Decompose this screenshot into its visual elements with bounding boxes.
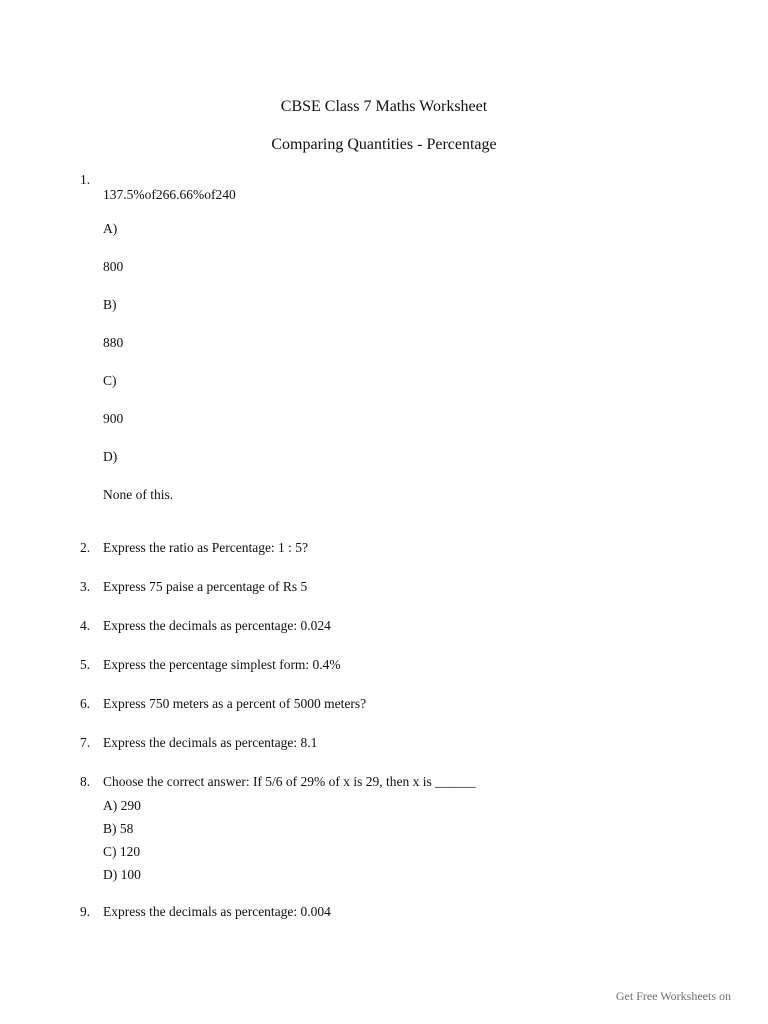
- question-1-option-d-label: D): [103, 449, 118, 464]
- question-1-option-c-value: 900: [103, 411, 124, 426]
- worksheet-subtitle: Comparing Quantities - Percentage: [271, 136, 497, 153]
- question-5-number: 5.: [80, 657, 91, 672]
- question-1-option-a-label: A): [103, 221, 118, 236]
- question-1-option-b-label: B): [103, 297, 117, 312]
- question-8-option-d: D) 100: [103, 867, 141, 882]
- question-8-option-a: A) 290: [103, 798, 141, 813]
- question-2-text: Express the ratio as Percentage: 1 : 5?: [103, 540, 309, 555]
- question-2-number: 2.: [80, 540, 91, 555]
- question-3-number: 3.: [80, 579, 91, 594]
- question-4-number: 4.: [80, 618, 91, 633]
- question-8-option-c: C) 120: [103, 844, 141, 859]
- question-8-option-b: B) 58: [103, 821, 134, 836]
- question-6-number: 6.: [80, 696, 91, 711]
- question-9-number: 9.: [80, 904, 91, 919]
- footer-text: Get Free Worksheets on: [615, 989, 731, 1003]
- question-1-number: 1.: [80, 172, 91, 187]
- worksheet-title: CBSE Class 7 Maths Worksheet: [280, 98, 488, 115]
- question-5-text: Express the percentage simplest form: 0.4%: [103, 657, 341, 672]
- question-3-text: Express 75 paise a percentage of Rs 5: [103, 579, 308, 594]
- question-7-text: Express the decimals as percentage: 8.1: [103, 735, 318, 750]
- question-1-option-a-value: 800: [103, 259, 124, 274]
- question-8-number: 8.: [80, 774, 91, 789]
- question-1-option-b-value: 880: [103, 335, 124, 350]
- question-1-expression: 137.5%of266.66%of240: [103, 187, 236, 202]
- question-1-option-c-label: C): [103, 373, 117, 388]
- question-7-number: 7.: [80, 735, 91, 750]
- question-4-text: Express the decimals as percentage: 0.024: [103, 618, 331, 633]
- question-9-text: Express the decimals as percentage: 0.004: [103, 904, 331, 919]
- question-1-option-d-value: None of this.: [103, 487, 174, 502]
- question-8-text: Choose the correct answer: If 5/6 of 29% of x is 29, then x is ______: [103, 774, 476, 789]
- question-6-text: Express 750 meters as a percent of 5000 meters?: [103, 696, 367, 711]
